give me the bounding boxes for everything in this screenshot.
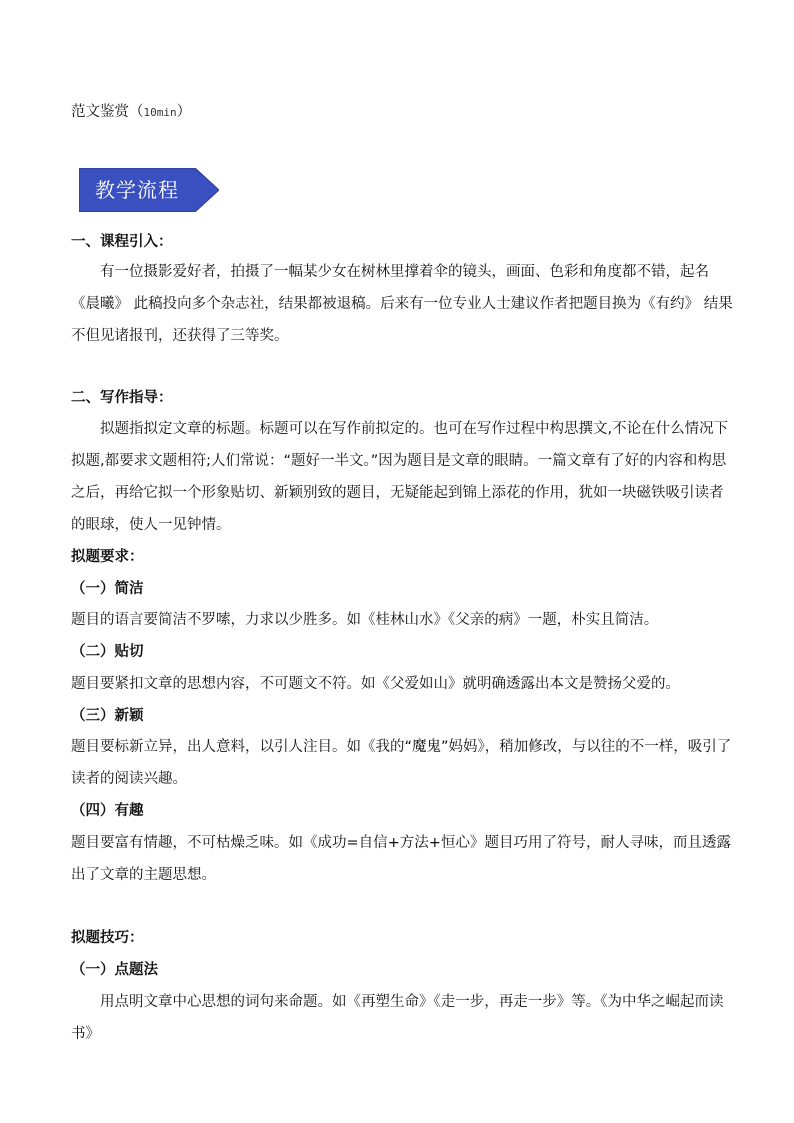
technique-title: （一）点题法	[71, 962, 158, 978]
section1-paragraph: 有一位摄影爱好者，拍摄了一幅某少女在树林里撑着伞的镜头，画面、色彩和角度都不错，起名《晨曦》 此稿投向多个杂志社，结果都被退稿。后来有一位专业人士建议作者把题目换为《有约》 结果不但见诸报刊，还获得了三等奖。	[71, 264, 733, 344]
section1-heading: 一、课程引入：	[71, 234, 173, 250]
requirements-heading: 拟题要求：	[71, 549, 144, 565]
requirement-text: 题目要标新立异，出人意料，以引人注目。如《我的“魔鬼”妈妈》，稍加修改，与以往的不一样，吸引了读者的阅读兴趣。	[71, 739, 732, 787]
section-banner	[79, 168, 219, 212]
requirement-text: 题目的语言要简洁不罗嗦，力求以少胜多。如《桂林山水》《父亲的病》一题，朴实且简洁。	[71, 612, 659, 628]
header-prefix: 范文鉴赏（	[71, 104, 144, 120]
requirement-text: 题目要紧扣文章的思想内容，不可题文不符。如《父爱如山》就明确透露出本文是赞扬父爱的。	[71, 676, 680, 692]
requirement-title: （一）简洁	[71, 581, 144, 597]
section2-paragraph: 拟题指拟定文章的标题。标题可以在写作前拟定的。也可在写作过程中构思撰文,不论在什么情况下拟题,都要求文题相符;人们常说：“题好一半文。”因为题目是文章的眼睛。一篇文章有了好的内容和构思之后，再给它拟一个形象贴切、新颖别致的题目，无疑能起到锦上添花的作用，犹如一块磁铁吸引读者的眼球，使人一见钟情。	[71, 421, 729, 533]
banner-label: 教学流程	[95, 178, 179, 202]
requirement-title: （二）贴切	[71, 644, 144, 660]
section2-heading: 二、写作指导：	[71, 390, 173, 406]
requirement-title: （四）有趣	[71, 803, 144, 819]
techniques-heading: 拟题技巧：	[71, 930, 144, 946]
page-header	[71, 96, 736, 129]
technique-text: 用点明文章中心思想的词句来命题。如《再塑生命》《走一步，再走一步》等。《为中华之崛起而读书》	[71, 994, 724, 1042]
requirement-title: （三）新颖	[71, 708, 144, 724]
header-time: 10min	[143, 106, 177, 119]
header-suffix: ）	[176, 104, 192, 120]
requirement-text: 题目要富有情趣，不可枯燥乏味。如《成功=自信+方法+恒心》题目巧用了符号，耐人寻味，而且透露出了文章的主题思想。	[71, 835, 731, 883]
